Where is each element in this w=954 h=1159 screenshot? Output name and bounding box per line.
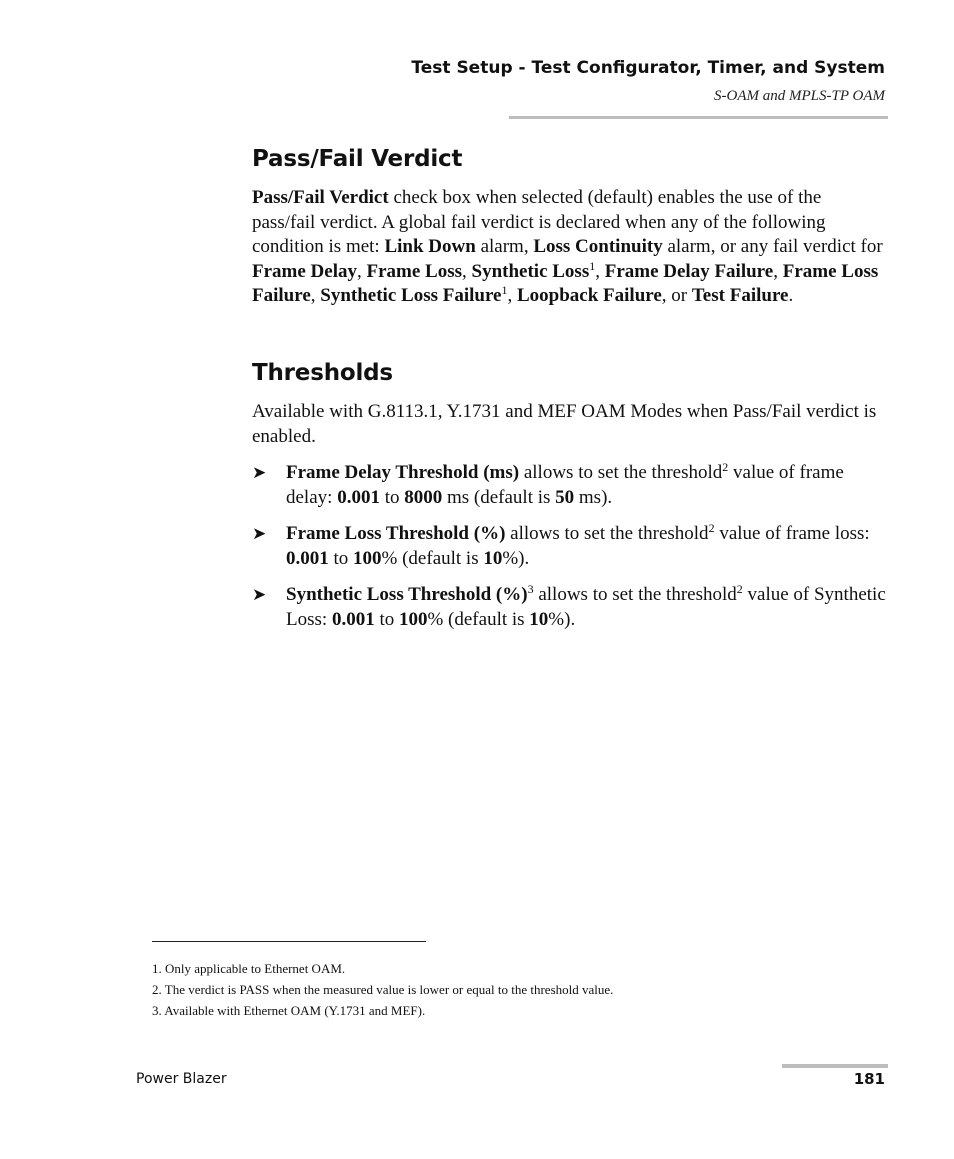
term-synthetic-loss-failure: Synthetic Loss Failure [320,285,502,306]
text-run: value of Synthetic Loss: [286,584,886,630]
running-header-title: Test Setup - Test Configurator, Timer, and System [411,58,885,78]
option-name: Frame Delay Threshold (ms) [286,462,520,483]
term-frame-loss: Frame Loss [366,260,462,282]
text-run: % (default is [381,547,484,569]
default-value: 10 [529,608,549,630]
text-run: alarm, [475,236,534,257]
text-run: % (default is [427,608,530,630]
list-item [252,522,888,571]
term-synthetic-loss: Synthetic Loss [471,260,590,282]
section-thresholds [252,360,888,644]
option-name: Frame Loss Threshold (%) [286,523,506,544]
bullet-arrow-icon: ➤ [252,463,267,483]
range-min: 0.001 [286,547,329,569]
bullet-arrow-icon: ➤ [252,524,267,544]
term-link-down: Link Down [384,236,476,257]
default-value: 50 [555,486,575,508]
footnote-ref: 2 [736,582,743,596]
footnote-rule [152,941,426,942]
range-max: 100 [398,608,428,630]
term-test-failure: Test Failure [691,285,789,306]
term-frame-delay: Frame Delay [252,260,357,282]
footer-rule [782,1064,888,1068]
running-header-subtitle: S-OAM and MPLS-TP OAM [714,88,885,104]
text-run: . [788,285,794,306]
text-run: , [773,260,783,282]
text-run: allows to set the threshold [519,462,723,483]
term-passfail-verdict: Pass/Fail Verdict [252,187,389,208]
section-passfail [252,146,888,309]
text-run: , or [661,285,692,306]
text-run: ms (default is [442,486,556,508]
text-run: value of frame delay: [286,462,844,508]
text-run: %). [548,608,576,630]
text-run: check box when selected (default) enables the use of the pass/fail verdict. A global fail verdict is declared when any of the following condition is met: [252,187,826,257]
text-run: value of frame loss: [714,523,870,544]
page-number: 181 [853,1070,885,1088]
term-loopback-failure: Loopback Failure [516,285,662,306]
range-min: 0.001 [337,486,380,508]
footnote-ref: 2 [708,521,715,535]
option-name: Synthetic Loss Threshold (%) [286,584,528,605]
text-run: alarm, or any fail verdict for [662,236,883,257]
footnote-ref: 3 [527,582,534,596]
text-run: allows to set the threshold [533,584,737,605]
footnote-ref: 2 [722,460,729,474]
text-run: to [374,608,399,630]
default-value: 10 [483,547,503,569]
section-heading-passfail: Pass/Fail Verdict [252,146,463,172]
footnote-ref: 1 [501,283,508,297]
footnote: 1. Only applicable to Ethernet OAM. [152,961,346,976]
term-loss-continuity: Loss Continuity [533,236,663,257]
text-run: %). [502,547,530,569]
footer-product-name: Power Blazer [136,1071,227,1087]
footnote: 3. Available with Ethernet OAM (Y.1731 and MEF). [152,1003,426,1018]
term-frame-loss-failure: Frame Loss Failure [252,260,879,306]
range-min: 0.001 [331,608,375,630]
text-run: to [379,486,405,508]
text-run: , [595,260,605,282]
list-item [252,583,888,632]
header-rule [509,116,888,119]
text-run: , [310,285,321,306]
term-frame-delay-failure: Frame Delay Failure [604,260,774,282]
text-run: ms). [574,486,613,508]
text-run: , [507,285,517,306]
range-max: 8000 [404,486,443,508]
section-heading-thresholds: Thresholds [252,360,393,386]
range-max: 100 [353,547,382,569]
text-run: , [462,260,472,282]
threshold-list [252,461,888,632]
bullet-arrow-icon: ➤ [252,585,267,605]
footnotes [152,961,852,1024]
text-run: allows to set the threshold [505,523,709,544]
text-run: to [328,547,354,569]
passfail-paragraph [252,186,888,309]
list-item [252,461,888,510]
footnote: 2. The verdict is PASS when the measured value is lower or equal to the threshold value. [152,982,614,997]
thresholds-intro: Available with G.8113.1, Y.1731 and MEF OAM Modes when Pass/Fail verdict is enabled. [252,401,877,447]
text-run: , [356,260,367,282]
footnote-ref: 1 [589,258,596,273]
